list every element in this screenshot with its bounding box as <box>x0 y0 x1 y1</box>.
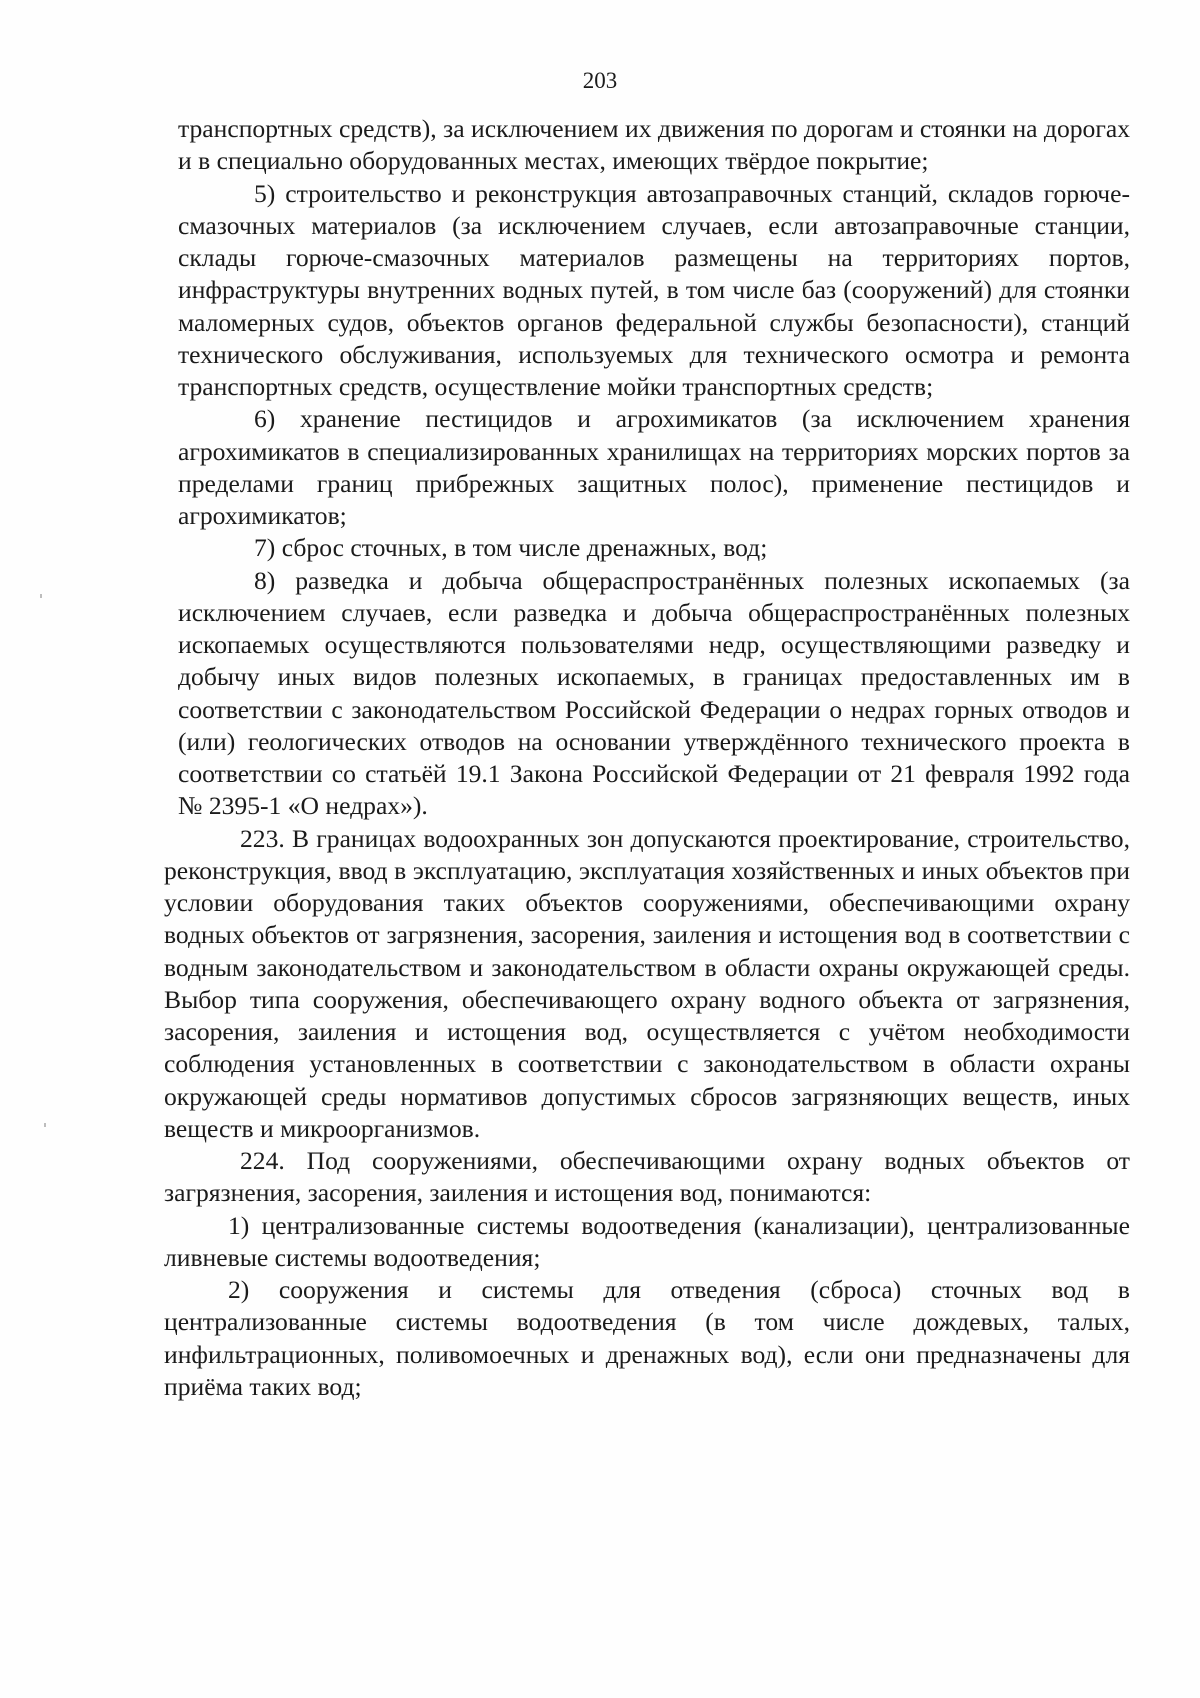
paragraph-section-224: 224. Под сооружениями, обеспечивающими охрану водных объектов от загрязнения, засорения, заиления и истощения вод, понимаются: <box>164 1146 1130 1208</box>
paragraph-item-6: 6) хранение пестицидов и агрохимикатов (за исключением хранения агрохимикатов в специализированных хранилищах на территориях морских портов за пределами границ прибрежных защитных полос), применение пестицидов и агрохимикатов; <box>178 404 1130 530</box>
scan-margin-mark <box>40 594 42 598</box>
paragraph-item-8: 8) разведка и добыча общераспространённых полезных ископаемых (за исключением случаев, если разведка и добыча общераспространённых полезных ископаемых осуществляются пользователями недр, осуществляющими разведку и добычу иных видов полезных ископаемых, в границах предоставленных им в соответствии с законодательством Российской Федерации о недрах горных отводов и (или) геологических отводов на основании утверждённого технического проекта в соответствии со статьёй 19.1 Закона Российской Федерации от 21 февраля 1992 года № 2395-1 «О недрах»). <box>178 565 1130 821</box>
paragraph-item-5: 5) строительство и реконструкция автозаправочных станций, складов горюче-смазочных материалов (за исключением случаев, если автозаправочные станции, склады горюче-смазочных материалов размещены на территориях портов, инфраструктуры внутренних водных путей, в том числе баз (сооружений) для стоянки маломерных судов, объектов органов федеральной службы безопасности), станций технического обслуживания, используемых для технического осмотра и ремонта транспортных средств, осуществление мойки транспортных средств; <box>178 178 1130 401</box>
paragraph-section-223: 223. В границах водоохранных зон допускаются проектирование, строительство, реконструкция, ввод в эксплуатацию, эксплуатация хозяйственных и иных объектов при условии оборудования таких объектов сооружениями, обеспечивающими охрану водных объектов от загрязнения, засорения, заиления и истощения вод в соответствии с водным законодательством и законодательством в области охраны окружающей среды. Выбор типа сооружения, обеспечивающего охрану водного объекта от загрязнения, засорения, заиления и истощения вод, осуществляется с учётом необходимости соблюдения установленных в соответствии с законодательством в области охраны окружающей среды нормативов допустимых сбросов загрязняющих веществ, иных веществ и микроорганизмов. <box>164 823 1130 1143</box>
paragraph-section-224-item-1: 1) централизованные системы водоотведения (канализации), централизованные ливневые системы водоотведения; <box>164 1210 1130 1272</box>
page-number: 203 <box>582 68 618 93</box>
document-body <box>164 113 1130 1403</box>
scan-margin-mark <box>44 1123 46 1127</box>
paragraph-continued-item-4: транспортных средств), за исключением их движения по дорогам и стоянки на дорогах и в специально оборудованных местах, имеющих твёрдое покрытие; <box>178 114 1130 176</box>
paragraph-section-224-item-2: 2) сооружения и системы для отведения (сброса) сточных вод в централизованные системы водоотведения (в том числе дождевых, талых, инфильтрационных, поливомоечных и дренажных вод), если они предназначены для приёма таких вод; <box>164 1275 1130 1401</box>
paragraph-item-7: 7) сброс сточных, в том числе дренажных, вод; <box>254 533 768 563</box>
